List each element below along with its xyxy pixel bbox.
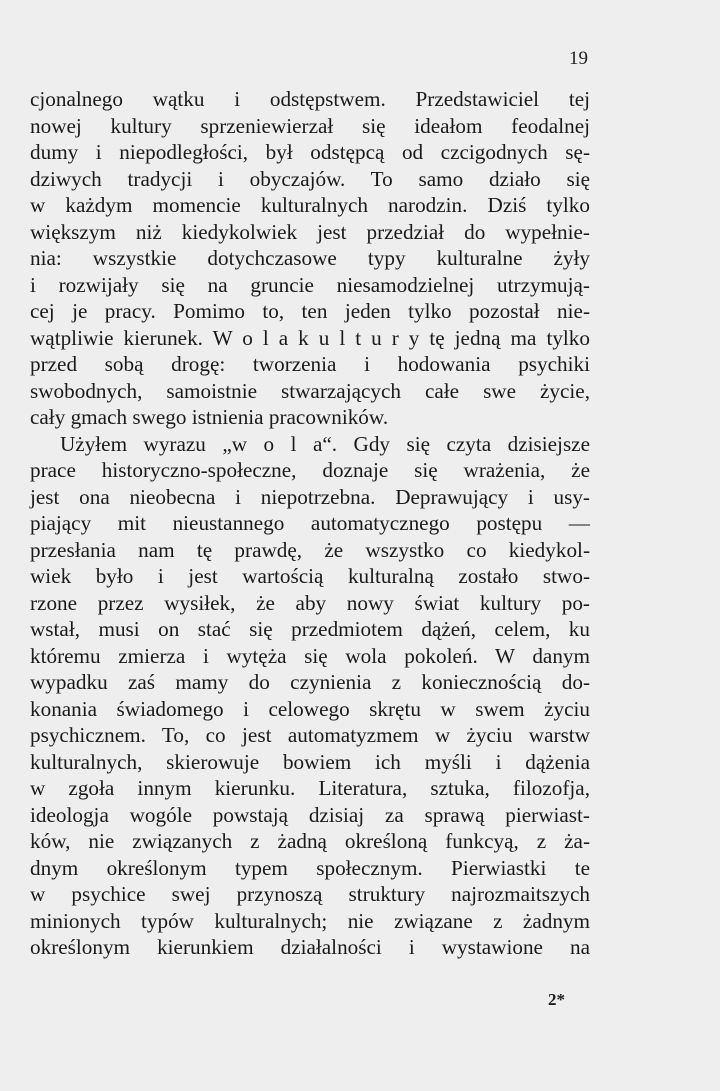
signature-mark: 2*	[548, 990, 565, 1009]
text-line: w każdym momencie kulturalnych narodzin. Dziś tylko	[30, 193, 590, 217]
text-line: i rozwijały się na gruncie niesamodzielnej utrzymują-	[30, 272, 590, 297]
text-line: cały gmach swego istnienia pracowników.	[30, 405, 389, 429]
text-line: wstał, musi on stać się przedmiotem dążeń, celem, ku	[30, 617, 590, 641]
text-line: określonym kierunkiem działalności i wystawione na	[30, 935, 590, 959]
text-line: przed sobą drogę: tworzenia i hodowania psychiki	[30, 352, 590, 376]
text-line: kulturalnych, skierowuje bowiem ich myśli i dążenia	[30, 749, 590, 774]
text-line: rzone przez wysiłek, że aby nowy świat kultury po-	[30, 590, 590, 615]
text-line: któremu zmierza i wytęża się wola pokoleń. W danym	[30, 643, 590, 668]
text-line: konania świadomego i celowego skrętu w swem życiu	[30, 696, 590, 721]
text-line: w zgoła innym kierunku. Literatura, sztuka, filozofja,	[30, 776, 590, 800]
text-line: minionych typów kulturalnych; nie związane z żadnym	[30, 908, 590, 933]
text-line: wypadku zaś mamy do czynienia z koniecznością do-	[30, 670, 590, 694]
text-line: ideologja wogóle powstają dzisiaj za sprawą pierwiast-	[30, 802, 590, 827]
text-line: swobodnych, samoistnie stwarzających całe swe życie,	[30, 378, 590, 403]
text-line: prace historyczno-społeczne, doznaje się wrażenia, że	[30, 458, 590, 482]
page-number: 19	[569, 48, 588, 69]
text-line: nia: wszystkie dotychczasowe typy kulturalne żyły	[30, 246, 590, 270]
text-line: ków, nie związanych z żadną określoną funkcyą, z ża-	[30, 829, 590, 853]
text-line: cej je pracy. Pomimo to, ten jeden tylko pozostał nie-	[30, 299, 590, 323]
text-line: cjonalnego wątku i odstępstwem. Przedstawiciel tej	[30, 87, 590, 111]
text-line: dziwych tradycji i obyczajów. To samo działo się	[30, 166, 590, 191]
text-line: przesłania nam tę prawdę, że wszystko co kiedykol-	[30, 537, 590, 562]
text-line: większym niż kiedykolwiek jest przedział do wypełnie-	[30, 219, 590, 244]
text-line: piający mit nieustannego automatycznego postępu —	[30, 511, 590, 535]
text-line: nowej kultury sprzeniewierzał się ideałom feodalnej	[30, 113, 590, 138]
text-line: dumy i niepodległości, był odstępcą od czcigodnych sę-	[30, 140, 590, 164]
text-line: wiek było i jest wartością kulturalną zostało stwo-	[30, 564, 590, 588]
text-line: psychicznem. To, co jest automatyzmem w życiu warstw	[30, 723, 590, 747]
text-line: dnym określonym typem społecznym. Pierwiastki te	[30, 855, 590, 880]
text-line: jest ona nieobecna i niepotrzebna. Deprawujący i usy-	[30, 484, 590, 509]
text-line: wątpliwie kierunek. W o l a k u l t u r y tę jedną ma tylko	[30, 325, 590, 350]
text-line: Użyłem wyrazu „w o l a“. Gdy się czyta dzisiejsze	[60, 431, 590, 456]
body-text	[30, 86, 590, 961]
text-line: w psychice swej przynoszą struktury najrozmaitszych	[30, 882, 590, 906]
